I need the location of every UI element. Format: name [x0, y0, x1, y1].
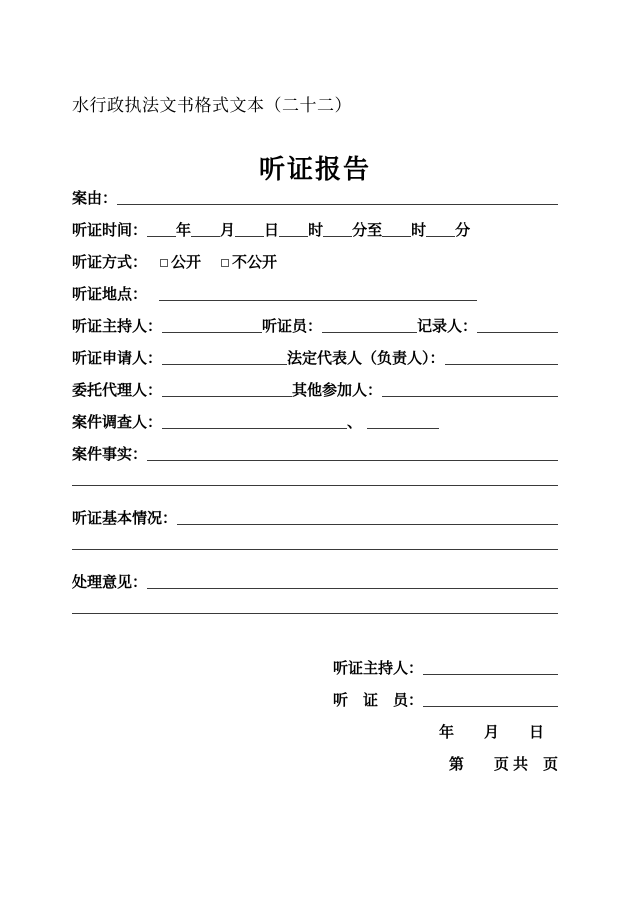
row-opinion [72, 567, 558, 599]
unit-minute-end: 分 [455, 222, 471, 239]
unit-hour: 时 [308, 222, 324, 239]
page-title: 听证报告 [258, 154, 371, 184]
hearing-place-label: 听证地点： [72, 286, 148, 303]
signature-date-line: 年 月 日 [438, 724, 544, 741]
end-hour-blank[interactable] [382, 224, 411, 237]
row-basic-info-continuation [72, 535, 558, 567]
entrusted-agent-blank[interactable] [162, 384, 292, 397]
row-hearing-mode [72, 247, 558, 279]
row-case-facts-continuation [72, 471, 558, 503]
entrusted-agent-label: 委托代理人： [72, 382, 163, 399]
unit-minute-to: 分至 [352, 222, 383, 239]
investigator-2-blank[interactable] [367, 416, 439, 429]
row-basic-info [72, 503, 558, 535]
legal-representative-label: 法定代表人（负责人）： [287, 350, 445, 367]
public-checkbox-icon[interactable] [160, 259, 168, 267]
row-applicant [72, 343, 558, 375]
end-minute-blank[interactable] [426, 224, 455, 237]
case-facts-blank[interactable] [147, 448, 558, 461]
public-option-label: 公开 [171, 254, 202, 271]
sig-row-host [72, 653, 558, 685]
hour-blank[interactable] [279, 224, 308, 237]
private-checkbox-icon[interactable] [221, 259, 229, 267]
signature-officer-blank[interactable] [423, 694, 558, 707]
signature-officer-label: 听 证 员： [332, 692, 423, 709]
handling-opinion-label: 处理意见： [72, 574, 148, 591]
host-label: 听证主持人： [72, 318, 163, 335]
row-investigators [72, 407, 558, 439]
unit-day: 日 [264, 222, 280, 239]
case-cause-label: 案由： [72, 190, 118, 207]
signature-block [72, 653, 558, 781]
other-participants-blank[interactable] [382, 384, 558, 397]
minute-blank[interactable] [323, 224, 352, 237]
signature-host-blank[interactable] [423, 662, 558, 675]
hearing-basic-info-label: 听证基本情况： [72, 510, 178, 527]
sig-row-date [72, 717, 558, 749]
recorder-blank[interactable] [477, 320, 558, 333]
signature-host-label: 听证主持人： [332, 660, 423, 677]
page-number-line: 第 页 共 页 [448, 756, 558, 773]
case-facts-continuation-blank[interactable] [72, 473, 558, 486]
case-facts-label: 案件事实： [72, 446, 148, 463]
case-cause-blank[interactable] [117, 192, 558, 205]
row-hearing-place [72, 279, 558, 311]
legal-representative-blank[interactable] [445, 352, 558, 365]
investigator-1-blank[interactable] [162, 416, 347, 429]
public-option[interactable] [160, 247, 201, 279]
unit-year: 年 [176, 222, 192, 239]
applicant-blank[interactable] [162, 352, 287, 365]
handling-opinion-blank[interactable] [147, 576, 558, 589]
hearing-place-blank[interactable] [159, 288, 477, 301]
hearing-officer-blank[interactable] [322, 320, 417, 333]
month-blank[interactable] [191, 224, 220, 237]
handling-opinion-continuation-blank[interactable] [72, 601, 558, 614]
investigators-separator: 、 [347, 414, 363, 431]
hearing-report-form [72, 183, 558, 631]
recorder-label: 记录人： [417, 318, 478, 335]
host-blank[interactable] [162, 320, 262, 333]
row-case-facts [72, 439, 558, 471]
sig-row-officer [72, 685, 558, 717]
applicant-label: 听证申请人： [72, 350, 163, 367]
hearing-basic-info-blank[interactable] [177, 512, 558, 525]
private-option[interactable] [221, 247, 277, 279]
hearing-time-label: 听证时间： [72, 222, 148, 239]
unit-month: 月 [220, 222, 236, 239]
private-option-label: 不公开 [232, 254, 278, 271]
row-opinion-continuation [72, 599, 558, 631]
day-blank[interactable] [235, 224, 264, 237]
doc-series-label: 水行政执法文书格式文本（二十二） [72, 96, 352, 115]
row-case-cause [72, 183, 558, 215]
unit-hour-end: 时 [411, 222, 427, 239]
hearing-basic-info-continuation-blank[interactable] [72, 537, 558, 550]
hearing-mode-label: 听证方式： [72, 254, 148, 271]
year-blank[interactable] [147, 224, 176, 237]
hearing-officer-label: 听证员： [262, 318, 323, 335]
row-hearing-time [72, 215, 558, 247]
sig-row-page [72, 749, 558, 781]
other-participants-label: 其他参加人： [292, 382, 383, 399]
case-investigators-label: 案件调查人： [72, 414, 163, 431]
row-agent [72, 375, 558, 407]
row-hearing-staff [72, 311, 558, 343]
